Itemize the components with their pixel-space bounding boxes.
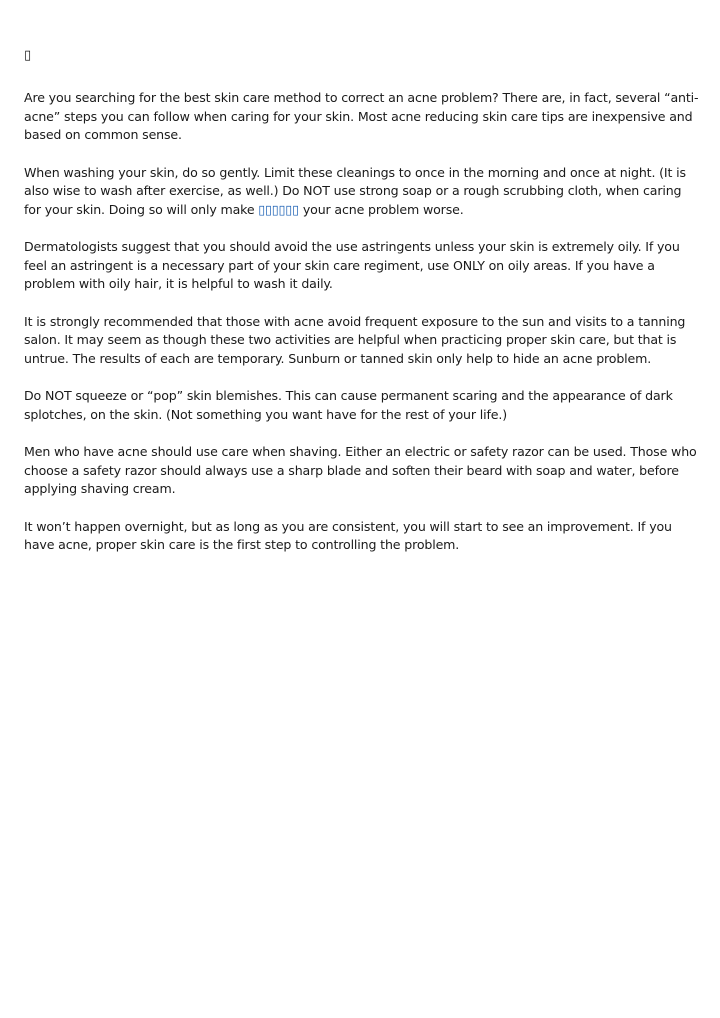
paragraph-intro: Are you searching for the best skin care method to correct an acne problem? There are, in fact, several “anti-acne” steps you can follow when caring for your skin. Most acne reducing skin care tips are inexpensive and based on common sense. xyxy=(24,90,699,142)
paragraph-washing xyxy=(24,164,700,220)
paragraph-washing-text: When washing your skin, do so gently. Limit these cleanings to once in the morning and once at night. (It is also wise to wash after exercise, as well.) Do NOT use strong soap or a rough scrubbing cloth, when caring for your skin. Doing so will only make xyxy=(24,164,686,217)
paragraph-washing-tail: your acne problem worse. xyxy=(299,201,464,217)
paragraph-shaving: Men who have acne should use care when shaving. Either an electric or safety razor can be used. Those who choose a safety razor should always use a sharp blade and soften their beard with soap and water, before applying shaving cream. xyxy=(24,444,697,496)
missing-glyph-icon: ▯ xyxy=(24,48,32,63)
document-body xyxy=(24,44,700,574)
paragraph-sun-exposure: It is strongly recommended that those with acne avoid frequent exposure to the sun and visits to a tanning salon. It may seem as though these two activities are helpful when practicing proper skin care, but that is untrue. The results of each are temporary. Sunburn or tanned skin only help to hide an acne problem. xyxy=(24,313,686,366)
inline-link[interactable]: ▯▯▯▯▯▯ xyxy=(258,201,299,217)
paragraph-blemishes: Do NOT squeeze or “pop” skin blemishes. This can cause permanent scaring and the appearance of dark splotches, on the skin. (Not something you want have for the rest of your life.) xyxy=(24,388,673,422)
paragraph-conclusion: It won’t happen overnight, but as long as you are consistent, you will start to see an improvement. If you have acne, proper skin care is the first step to controlling the problem. xyxy=(24,518,672,552)
paragraph-astringents: Dermatologists suggest that you should avoid the use astringents unless your skin is extremely oily. If you feel an astringent is a necessary part of your skin care regiment, use ONLY on oily areas. If you have a problem with oily hair, it is helpful to wash it daily. xyxy=(24,239,680,291)
